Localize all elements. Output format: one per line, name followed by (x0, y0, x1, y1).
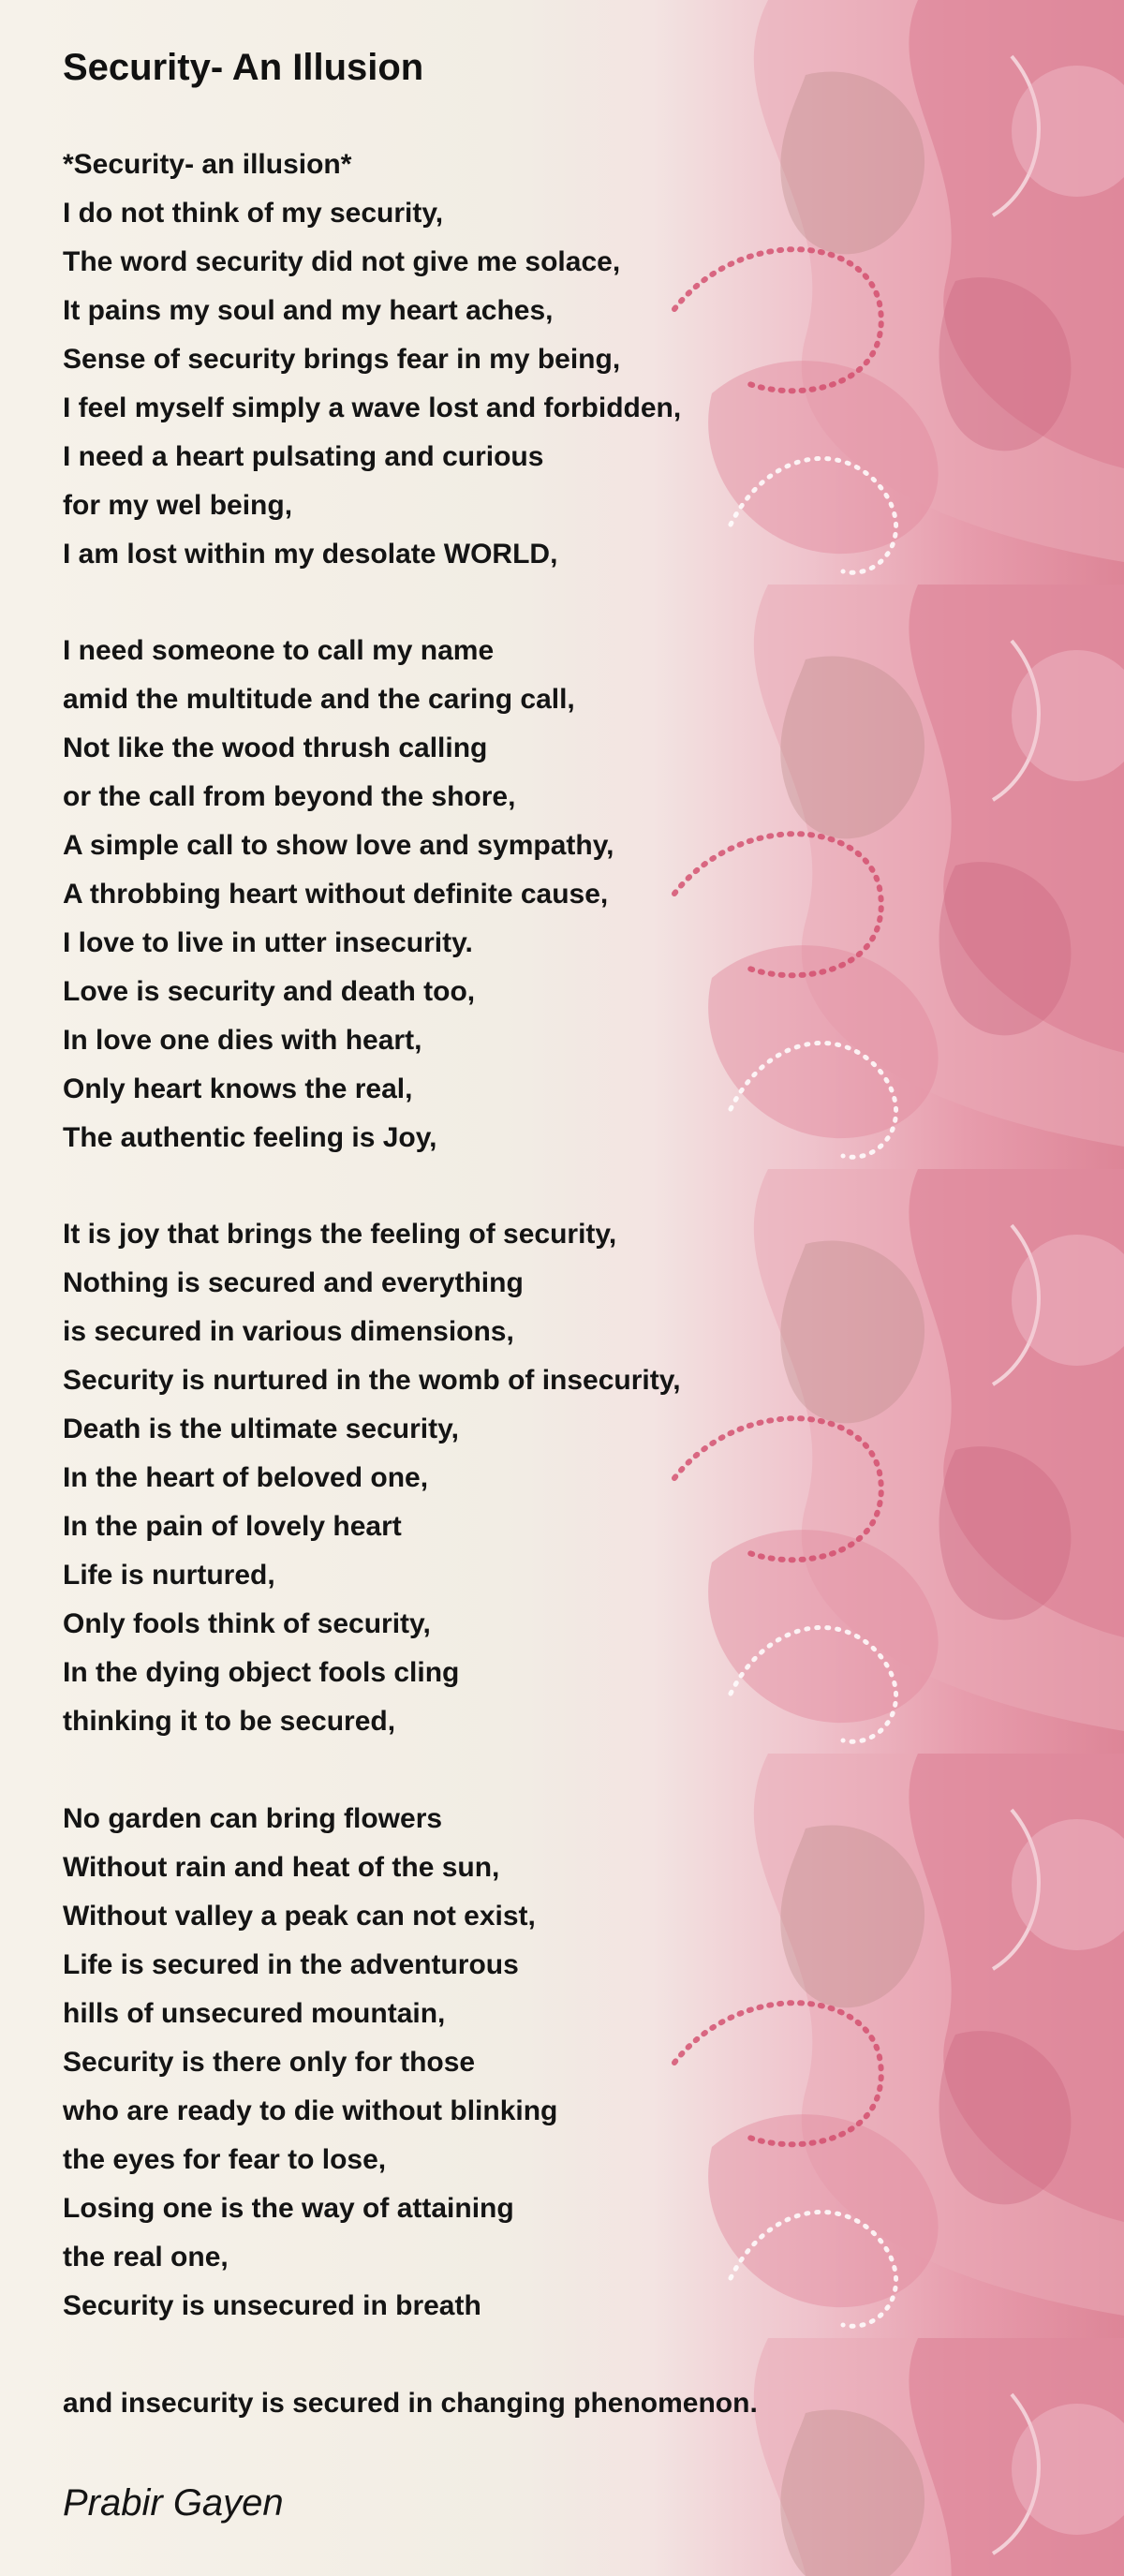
poem-title: Security- An Illusion (63, 47, 424, 88)
poem-line: A throbbing heart without definite cause, (63, 879, 609, 910)
poem-line: hills of unsecured mountain, (63, 1998, 446, 2029)
poem-line: who are ready to die without blinking (63, 2095, 558, 2126)
poem-line: Only fools think of security, (63, 1608, 431, 1639)
poem-line: Not like the wood thrush calling (63, 733, 488, 763)
stanza (63, 141, 681, 579)
poem-line: is secured in various dimensions, (63, 1316, 514, 1347)
poem-line: Only heart knows the real, (63, 1073, 413, 1104)
poem-line: the eyes for fear to lose, (63, 2144, 387, 2175)
poem-line: In the dying object fools cling (63, 1657, 460, 1688)
stanza (63, 627, 614, 1162)
poem-line: It pains my soul and my heart aches, (63, 295, 554, 326)
stanza (63, 2379, 758, 2428)
poem-line: Nothing is secured and everything (63, 1267, 524, 1298)
poem-line: No garden can bring flowers (63, 1803, 443, 1834)
poem-line: Security is unsecured in breath (63, 2290, 481, 2321)
poem-line: amid the multitude and the caring call, (63, 684, 575, 715)
poem-line: Without valley a peak can not exist, (63, 1901, 536, 1932)
poem-line: Life is nurtured, (63, 1560, 275, 1591)
stanza (63, 1210, 681, 1746)
poem-line: Life is secured in the adventurous (63, 1949, 519, 1980)
poem-line: In love one dies with heart, (63, 1025, 422, 1056)
poem-line: Sense of security brings fear in my being, (63, 344, 621, 375)
poem-line: In the heart of beloved one, (63, 1462, 429, 1493)
poem-line: Love is security and death too, (63, 976, 476, 1007)
poem-line: In the pain of lovely heart (63, 1511, 402, 1542)
author-name: Prabir Gayen (63, 2482, 284, 2524)
stanza (63, 1795, 557, 2331)
poem-line: It is joy that brings the feeling of security, (63, 1219, 617, 1250)
poem-line: Death is the ultimate security, (63, 1414, 459, 1444)
poem-line: thinking it to be secured, (63, 1706, 396, 1737)
poem-line: the real one, (63, 2242, 229, 2273)
poem-line: I do not think of my security, (63, 198, 444, 229)
poem-line: I feel myself simply a wave lost and forbidden, (63, 392, 682, 423)
poem-line: I love to live in utter insecurity. (63, 927, 473, 958)
poem-line: or the call from beyond the shore, (63, 781, 516, 812)
poem-line: The authentic feeling is Joy, (63, 1122, 437, 1153)
poem-line: Without rain and heat of the sun, (63, 1852, 500, 1883)
poem-line: Security is there only for those (63, 2047, 476, 2078)
poem-line: *Security- an illusion* (63, 149, 352, 180)
poem-line: Losing one is the way of attaining (63, 2193, 514, 2224)
poem-line: I need a heart pulsating and curious (63, 441, 544, 472)
poem-line: I need someone to call my name (63, 635, 495, 666)
poem-line: Security is nurtured in the womb of insecurity, (63, 1365, 681, 1396)
poem-line: I am lost within my desolate WORLD, (63, 539, 558, 570)
poem-line: A simple call to show love and sympathy, (63, 830, 614, 861)
poem-line: The word security did not give me solace, (63, 246, 621, 277)
poem-line: and insecurity is secured in changing phenomenon. (63, 2388, 758, 2419)
poem-line: for my wel being, (63, 490, 293, 521)
